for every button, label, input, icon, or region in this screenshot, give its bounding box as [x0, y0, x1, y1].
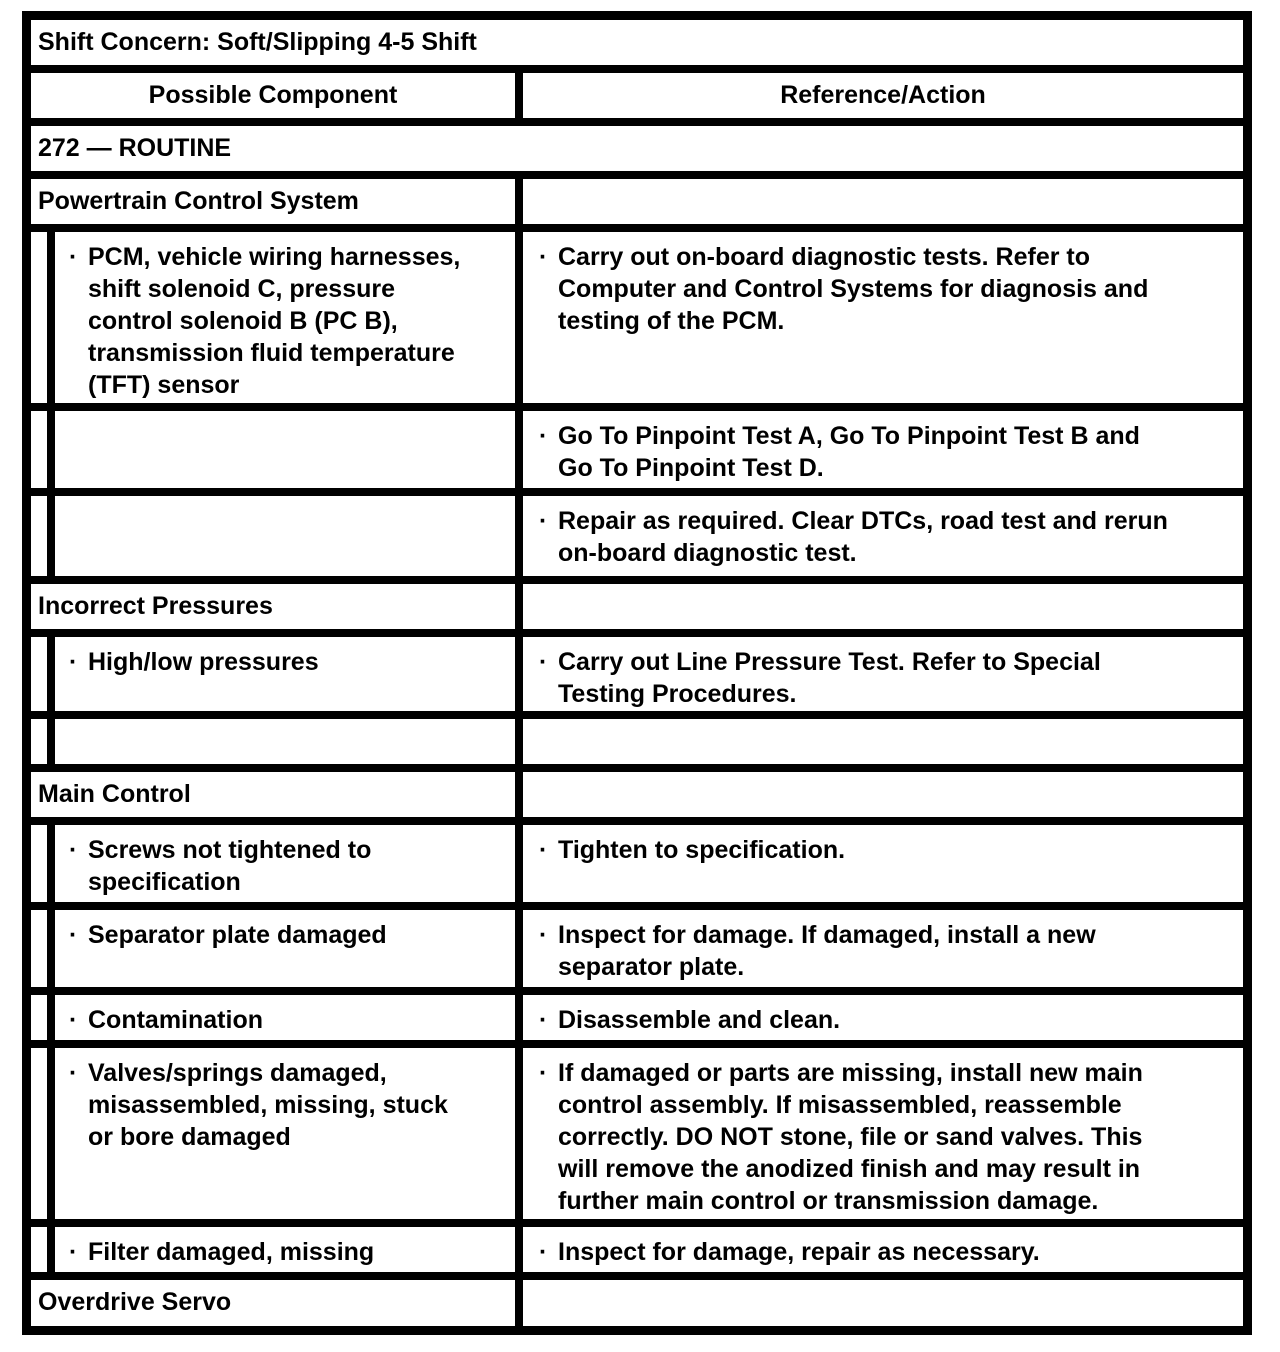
- action-line: on-board diagnostic test.: [558, 539, 857, 567]
- bullet-marker: ·: [539, 836, 548, 864]
- indent-strip: [31, 719, 47, 764]
- category-cell: [31, 179, 515, 224]
- action-text: [539, 1057, 1237, 1217]
- category-cell: [31, 772, 515, 817]
- component-text: [69, 646, 509, 678]
- bullet-marker: ·: [69, 1006, 78, 1034]
- action-text: [539, 420, 1237, 484]
- indent-strip: [31, 411, 47, 488]
- shift-concern-table: [22, 11, 1252, 1335]
- component-cell: [55, 1048, 515, 1219]
- component-line: Filter damaged, missing: [88, 1238, 375, 1266]
- action-line: control assembly. If misassembled, reassemble: [558, 1091, 1122, 1119]
- action-text: [539, 1004, 1237, 1036]
- bullet-marker: ·: [539, 243, 548, 271]
- bullet-marker: ·: [539, 1006, 548, 1034]
- category-cell: [31, 1280, 515, 1326]
- indent-strip: [31, 637, 47, 711]
- action-line: Inspect for damage. If damaged, install a new: [558, 921, 1096, 949]
- action-line: separator plate.: [558, 953, 745, 981]
- bullet-marker: ·: [69, 648, 78, 676]
- action-cell: [523, 910, 1243, 987]
- component-text: [69, 919, 509, 951]
- action-line: Go To Pinpoint Test A, Go To Pinpoint Test B and: [558, 422, 1140, 450]
- component-line: control solenoid B (PC B),: [88, 307, 398, 335]
- action-line: will remove the anodized finish and may result in: [558, 1155, 1141, 1183]
- action-line: Go To Pinpoint Test D.: [558, 454, 824, 482]
- action-line: Computer and Control Systems for diagnosis and: [558, 275, 1149, 303]
- bullet-marker: ·: [69, 836, 78, 864]
- component-cell: [55, 411, 515, 488]
- bullet-marker: ·: [539, 1059, 548, 1087]
- action-cell: [523, 637, 1243, 711]
- bullet-marker: ·: [539, 1238, 548, 1266]
- bullet-marker: ·: [69, 921, 78, 949]
- component-line: (TFT) sensor: [88, 371, 240, 399]
- component-line: misassembled, missing, stuck: [88, 1091, 448, 1119]
- action-line: correctly. DO NOT stone, file or sand valves. This: [558, 1123, 1143, 1151]
- action-text: [539, 505, 1237, 569]
- indent-strip: [31, 1048, 47, 1219]
- indent-strip: [31, 496, 47, 576]
- component-cell: [55, 719, 515, 764]
- action-line: Carry out on-board diagnostic tests. Refer to: [558, 243, 1091, 271]
- action-line: Disassemble and clean.: [558, 1006, 841, 1034]
- component-line: Screws not tightened to: [88, 836, 372, 864]
- action-line: Repair as required. Clear DTCs, road test and rerun: [558, 507, 1168, 535]
- component-cell: [55, 232, 515, 403]
- indent-strip: [31, 1227, 47, 1272]
- indent-strip: [31, 910, 47, 987]
- category-action-cell: [523, 1280, 1243, 1326]
- action-cell: [523, 719, 1243, 764]
- component-line: Contamination: [88, 1006, 263, 1034]
- component-cell: [55, 910, 515, 987]
- bullet-marker: ·: [539, 422, 548, 450]
- action-cell: [523, 1048, 1243, 1219]
- action-line: further main control or transmission damage.: [558, 1187, 1099, 1215]
- component-cell: [55, 1227, 515, 1272]
- component-line: specification: [88, 868, 241, 896]
- action-text: [539, 1236, 1237, 1268]
- indent-strip: [31, 825, 47, 902]
- header-possible-component: Possible Component: [148, 81, 398, 109]
- component-text: [69, 1236, 509, 1268]
- category-action-cell: [523, 179, 1243, 224]
- category-cell: [31, 584, 515, 629]
- component-text: [69, 834, 509, 898]
- bullet-marker: ·: [69, 243, 78, 271]
- action-line: If damaged or parts are missing, install new main: [558, 1059, 1143, 1087]
- action-text: [539, 241, 1237, 337]
- component-line: Separator plate damaged: [88, 921, 387, 949]
- component-text: [69, 1057, 509, 1153]
- action-line: testing of the PCM.: [558, 307, 785, 335]
- category-label: Overdrive Servo: [38, 1288, 232, 1316]
- action-cell: [523, 496, 1243, 576]
- action-cell: [523, 995, 1243, 1040]
- component-cell: [55, 496, 515, 576]
- action-cell: [523, 411, 1243, 488]
- action-cell: [523, 232, 1243, 403]
- component-line: shift solenoid C, pressure: [88, 275, 396, 303]
- bullet-marker: ·: [539, 507, 548, 535]
- component-line: transmission fluid temperature: [88, 339, 455, 367]
- action-text: [539, 834, 1237, 866]
- component-line: PCM, vehicle wiring harnesses,: [88, 243, 461, 271]
- category-label: Main Control: [38, 780, 191, 808]
- indent-strip: [31, 995, 47, 1040]
- action-text: [539, 919, 1237, 983]
- component-cell: [55, 637, 515, 711]
- component-line: or bore damaged: [88, 1123, 291, 1151]
- category-label: Powertrain Control System: [38, 187, 359, 215]
- bullet-marker: ·: [69, 1059, 78, 1087]
- header-component-cell: [31, 73, 515, 118]
- component-text: [69, 241, 509, 401]
- action-cell: [523, 1227, 1243, 1272]
- component-text: [69, 1004, 509, 1036]
- category-label: Incorrect Pressures: [38, 592, 273, 620]
- component-line: High/low pressures: [88, 648, 319, 676]
- routine-cell: [31, 126, 1243, 171]
- routine-label: 272 — ROUTINE: [38, 134, 232, 162]
- action-text: [539, 646, 1237, 710]
- table-title-cell: [31, 20, 1243, 65]
- category-action-cell: [523, 584, 1243, 629]
- component-line: Valves/springs damaged,: [88, 1059, 387, 1087]
- category-action-cell: [523, 772, 1243, 817]
- header-action-cell: [523, 73, 1243, 118]
- bullet-marker: ·: [69, 1238, 78, 1266]
- action-line: Tighten to specification.: [558, 836, 846, 864]
- component-cell: [55, 825, 515, 902]
- action-line: Inspect for damage, repair as necessary.: [558, 1238, 1040, 1266]
- table-title: Shift Concern: Soft/Slipping 4-5 Shift: [38, 28, 477, 56]
- header-reference-action: Reference/Action: [780, 81, 986, 109]
- indent-strip: [31, 232, 47, 403]
- bullet-marker: ·: [539, 921, 548, 949]
- component-cell: [55, 995, 515, 1040]
- action-line: Carry out Line Pressure Test. Refer to Special: [558, 648, 1101, 676]
- action-cell: [523, 825, 1243, 902]
- bullet-marker: ·: [539, 648, 548, 676]
- action-line: Testing Procedures.: [558, 680, 797, 708]
